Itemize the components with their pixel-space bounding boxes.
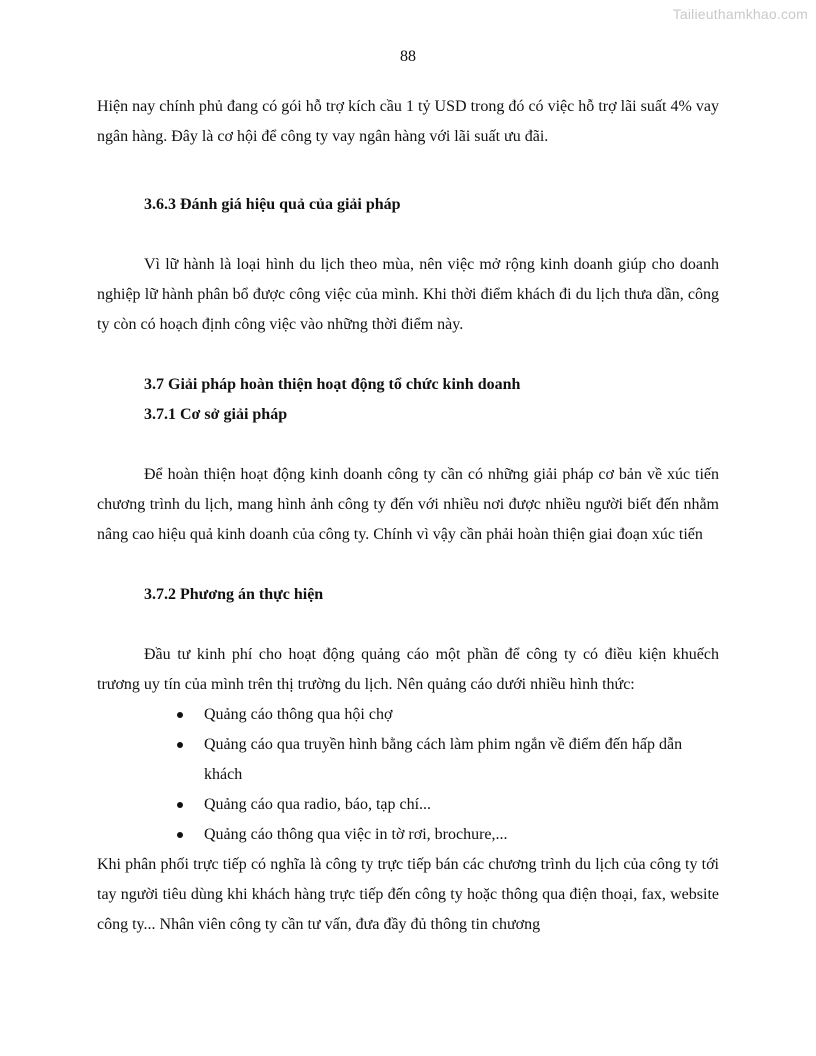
- paragraph-intro: Hiện nay chính phủ đang có gói hỗ trợ kích cầu 1 tỷ USD trong đó có việc hỗ trợ lãi suất 4% vay ngân hàng. Đây là cơ hội để công ty vay ngân hàng với lãi suất ưu đãi.: [97, 98, 719, 145]
- paragraph-3-6-3: Vì lữ hành là loại hình du lịch theo mùa, nên việc mở rộng kinh doanh giúp cho doanh nghiệp lữ hành phân bổ được công việc của mình. Khi thời điểm khách đi du lịch thưa dần, công ty còn có hoạch định công việc vào những thời điểm này.: [97, 256, 719, 333]
- list-item: Quảng cáo qua radio, báo, tạp chí...: [177, 790, 719, 820]
- paragraph-3-7-1: Để hoàn thiện hoạt động kinh doanh công ty cần có những giải pháp cơ bản về xúc tiến chương trình du lịch, mang hình ảnh công ty đến với nhiều nơi được nhiều người biết đến nhằm nâng cao hiệu quả kinh doanh của công ty. Chính vì vậy cần phải hoàn thiện giai đoạn xúc tiến: [97, 466, 719, 543]
- list-item: Quảng cáo thông qua việc in tờ rơi, brochure,...: [177, 820, 719, 850]
- section-heading-3-6-3: 3.6.3 Đánh giá hiệu quả của giải pháp: [144, 196, 401, 213]
- page-number: 88: [400, 48, 416, 65]
- spacer: [97, 610, 719, 640]
- spacer: [97, 550, 719, 580]
- spacer: [97, 430, 719, 460]
- document-body: [97, 92, 719, 940]
- list-item: Quảng cáo thông qua hội chợ: [177, 700, 719, 730]
- spacer: [97, 340, 719, 370]
- paragraph-3-7-2: Đầu tư kinh phí cho hoạt động quảng cáo một phần để công ty có điều kiện khuếch trương uy tín của mình trên thị trường du lịch. Nên quảng cáo dưới nhiều hình thức:: [97, 646, 719, 693]
- spacer: [97, 152, 719, 190]
- list-item: Quảng cáo qua truyền hình bằng cách làm phim ngắn về điểm đến hấp dẫn khách: [177, 730, 719, 790]
- advertising-methods-list: [97, 700, 719, 850]
- section-heading-3-7-1: 3.7.1 Cơ sở giải pháp: [144, 406, 288, 423]
- section-heading-3-7-2: 3.7.2 Phương án thực hiện: [144, 586, 324, 603]
- watermark-text: Tailieuthamkhao.com: [672, 6, 808, 22]
- spacer: [97, 220, 719, 250]
- paragraph-direct-distribution: Khi phân phối trực tiếp có nghĩa là công ty trực tiếp bán các chương trình du lịch của công ty tới tay người tiêu dùng khi khách hàng trực tiếp đến công ty hoặc thông qua điện thoại, fax, website công ty... Nhân viên công ty cần tư vấn, đưa đầy đủ thông tin chương: [97, 856, 719, 933]
- section-heading-3-7: 3.7 Giải pháp hoàn thiện hoạt động tổ chức kinh doanh: [144, 376, 521, 393]
